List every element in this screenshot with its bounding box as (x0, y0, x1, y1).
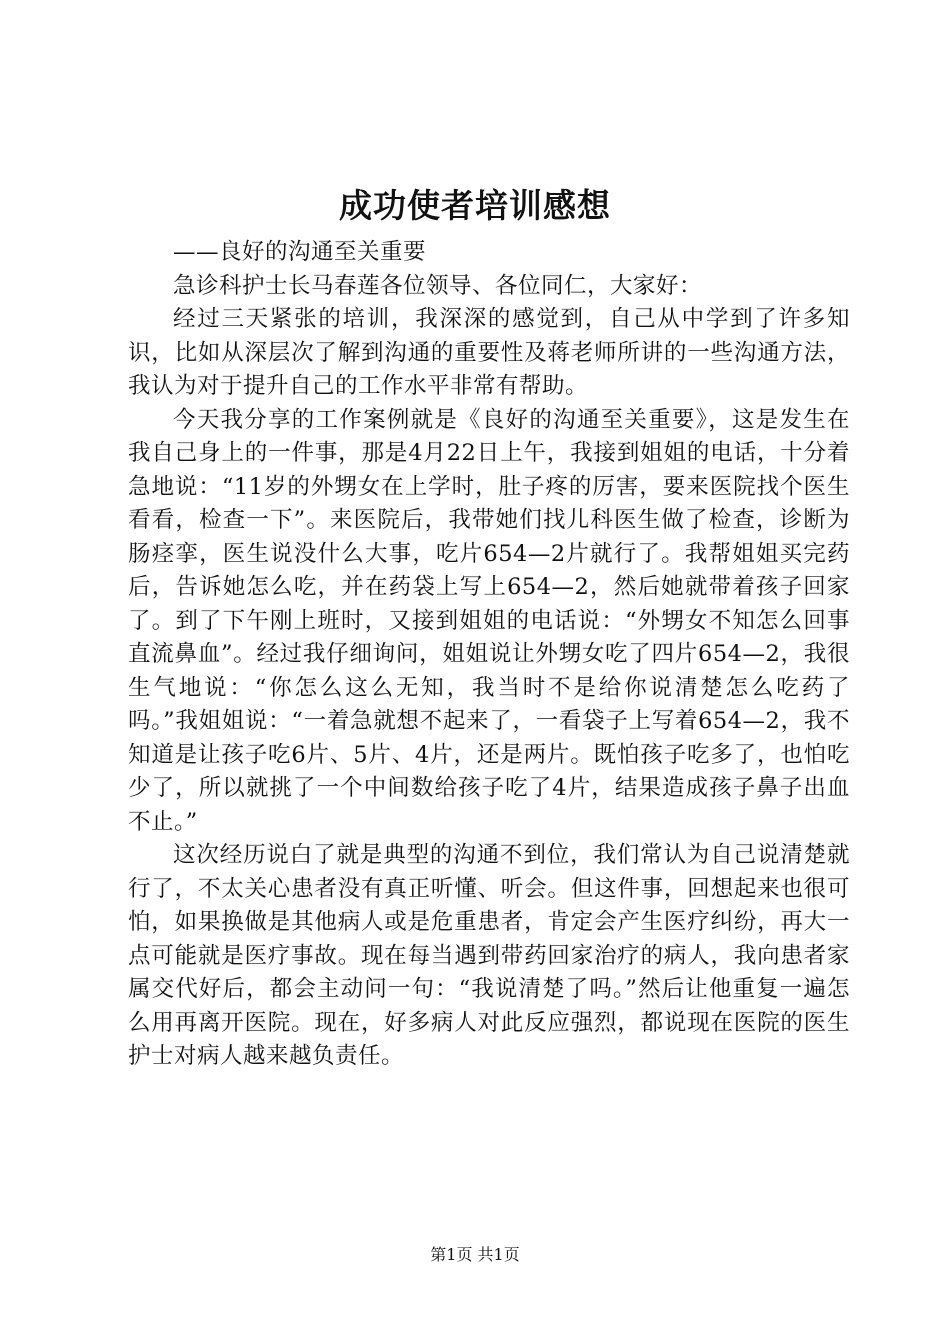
document-body (128, 236, 850, 1074)
body-paragraph: 这次经历说白了就是典型的沟通不到位，我们常认为自己说清楚就行了，不太关心患者没有真正听懂、听会。但这件事，回想起来也很可怕，如果换做是其他病人或是危重患者，肯定会产生医疗纠纷，再大一点可能就是医疗事故。现在每当遇到带药回家治疗的病人，我向患者家属交代好后，都会主动问一句：“我说清楚了吗。”然后让他重复一遍怎么用再离开医院。现在，好多病人对此反应强烈，都说现在医院的医生护士对病人越来越负责任。 (128, 842, 850, 1069)
page-footer: 第1页 共1页 (430, 1245, 520, 1264)
subtitle-paragraph: ——良好的沟通至关重要 (173, 239, 427, 265)
document-title: 成功使者培训感想 (339, 186, 611, 225)
body-paragraph: 经过三天紧张的培训，我深深的感觉到，自己从中学到了许多知识，比如从深层次了解到沟通的重要性及蒋老师所讲的一些沟通方法，我认为对于提升自己的工作水平非常有帮助。 (128, 306, 850, 399)
body-paragraph: 今天我分享的工作案例就是《良好的沟通至关重要》，这是发生在我自己身上的一件事，那是4月22日上午，我接到姐姐的电话，十分着急地说：“11岁的外甥女在上学时，肚子疼的厉害，要来医院找个医生看看，检查一下”。来医院后，我带她们找儿科医生做了检查，诊断为肠痉挛，医生说没什么大事，吃片654—2片就行了。我帮姐姐买完药后，告诉她怎么吃，并在药袋上写上654—2，然后她就带着孩子回家了。到了下午刚上班时，又接到姐姐的电话说：“外甥女不知怎么回事直流鼻血”。经过我仔细询问，姐姐说让外甥女吃了四片654—2，我很生气地说：“你怎么这么无知，我当时不是给你说清楚怎么吃药了吗。”我姐姐说：“一着急就想不起来了，一看袋子上写着654—2，我不知道是让孩子吃6片、5片、4片，还是两片。既怕孩子吃多了，也怕吃少了，所以就挑了一个中间数给孩子吃了4片，结果造成孩子鼻子出血不止。” (128, 406, 850, 835)
greeting-paragraph: 急诊科护士长马春莲各位领导、各位同仁，大家好： (173, 272, 703, 299)
